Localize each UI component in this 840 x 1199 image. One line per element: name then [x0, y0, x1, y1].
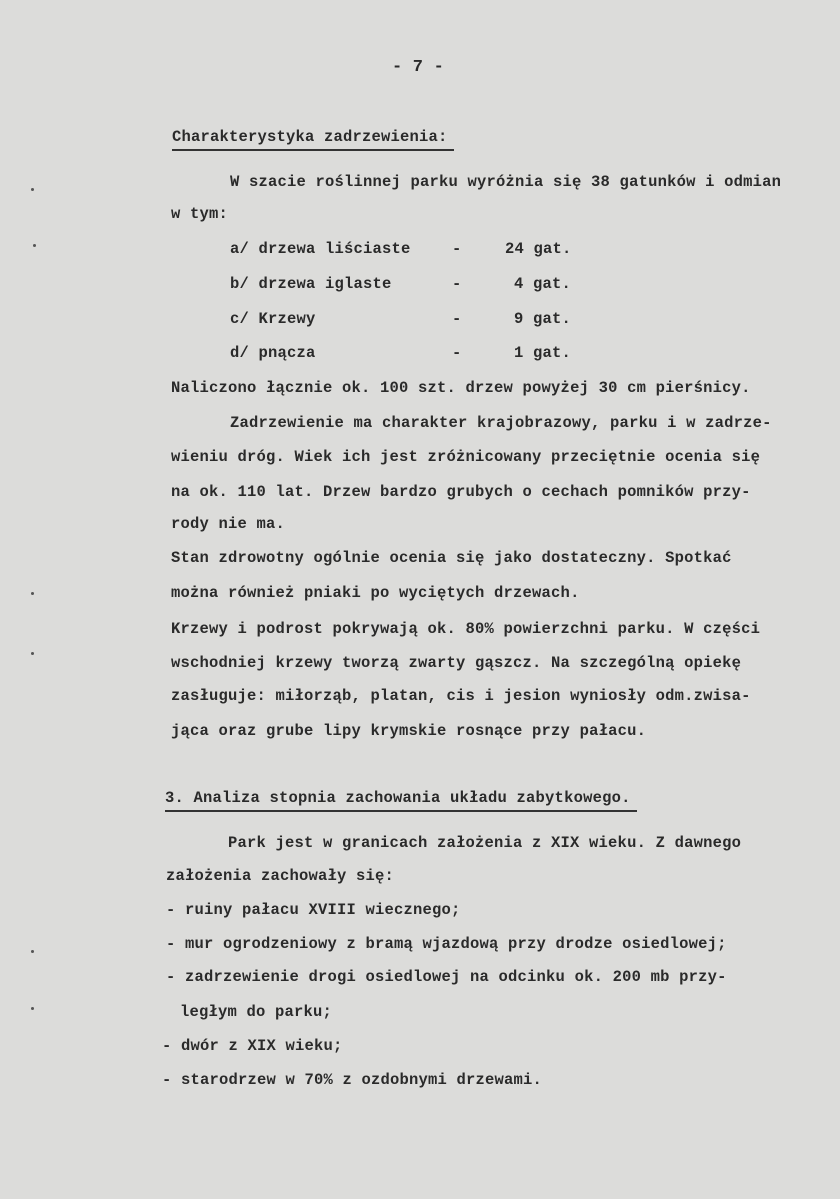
body-line: Krzewy i podrost pokrywają ok. 80% powierzchni parku. W części	[171, 620, 761, 638]
bullet-item: - starodrzew w 70% z ozdobnymi drzewami.	[162, 1071, 543, 1089]
list-item-dash: -	[452, 240, 462, 258]
body-line: zasługuje: miłorząb, platan, cis i jesion wyniosły odm.zwisa-	[171, 687, 751, 705]
body-line: jąca oraz grube lipy krymskie rosnące przy pałacu.	[171, 722, 647, 740]
intro-line-1: W szacie roślinnej parku wyróżnia się 38 gatunków i odmian	[230, 173, 782, 191]
body-line: można również pniaki po wyciętych drzewach.	[171, 584, 580, 602]
bullet-item: - ruiny pałacu XVIII wiecznego;	[166, 901, 461, 919]
body-line: wschodniej krzewy tworzą zwarty gąszcz. Na szczególną opiekę	[171, 654, 742, 672]
bullet-item: - zadrzewienie drogi osiedlowej na odcinku ok. 200 mb przy-	[166, 968, 727, 986]
list-item-dash: -	[452, 344, 462, 362]
body-line: Naliczono łącznie ok. 100 szt. drzew powyżej 30 cm pierśnicy.	[171, 379, 751, 397]
margin-mark	[31, 652, 34, 655]
list-item-label: d/ pnącza	[230, 344, 316, 362]
section-heading-analiza: 3. Analiza stopnia zachowania układu zabytkowego.	[165, 789, 637, 812]
bullet-item: - dwór z XIX wieku;	[162, 1037, 343, 1055]
page-number: - 7 -	[392, 58, 445, 77]
intro-line-2: w tym:	[171, 205, 229, 223]
margin-mark	[31, 188, 34, 191]
bullet-item: - mur ogrodzeniowy z bramą wjazdową przy drodze osiedlowej;	[166, 935, 727, 953]
list-item-value: 24 gat.	[505, 240, 572, 258]
list-item-dash: -	[452, 310, 462, 328]
body-line: wieniu dróg. Wiek ich jest zróżnicowany przeciętnie ocenia się	[171, 448, 761, 466]
body-line: Park jest w granicach założenia z XIX wieku. Z dawnego	[228, 834, 742, 852]
list-item-value: 1 gat.	[514, 344, 572, 362]
margin-mark	[33, 244, 36, 247]
bullet-item-continuation: ległym do parku;	[180, 1003, 333, 1021]
list-item-label: c/ Krzewy	[230, 310, 316, 328]
body-line: Zadrzewienie ma charakter krajobrazowy, parku i w zadrze-	[230, 414, 772, 432]
section-heading-zadrzewienie: Charakterystyka zadrzewienia:	[172, 128, 454, 151]
body-line: Stan zdrowotny ogólnie ocenia się jako dostateczny. Spotkać	[171, 549, 732, 567]
list-item-label: b/ drzewa iglaste	[230, 275, 392, 293]
list-item-value: 9 gat.	[514, 310, 572, 328]
margin-mark	[31, 1007, 34, 1010]
margin-mark	[31, 950, 34, 953]
body-line: założenia zachowały się:	[166, 867, 395, 885]
list-item-value: 4 gat.	[514, 275, 572, 293]
list-item-label: a/ drzewa liściaste	[230, 240, 411, 258]
list-item-dash: -	[452, 275, 462, 293]
body-line: na ok. 110 lat. Drzew bardzo grubych o cechach pomników przy-	[171, 483, 751, 501]
margin-mark	[31, 592, 34, 595]
body-line: rody nie ma.	[171, 515, 286, 533]
